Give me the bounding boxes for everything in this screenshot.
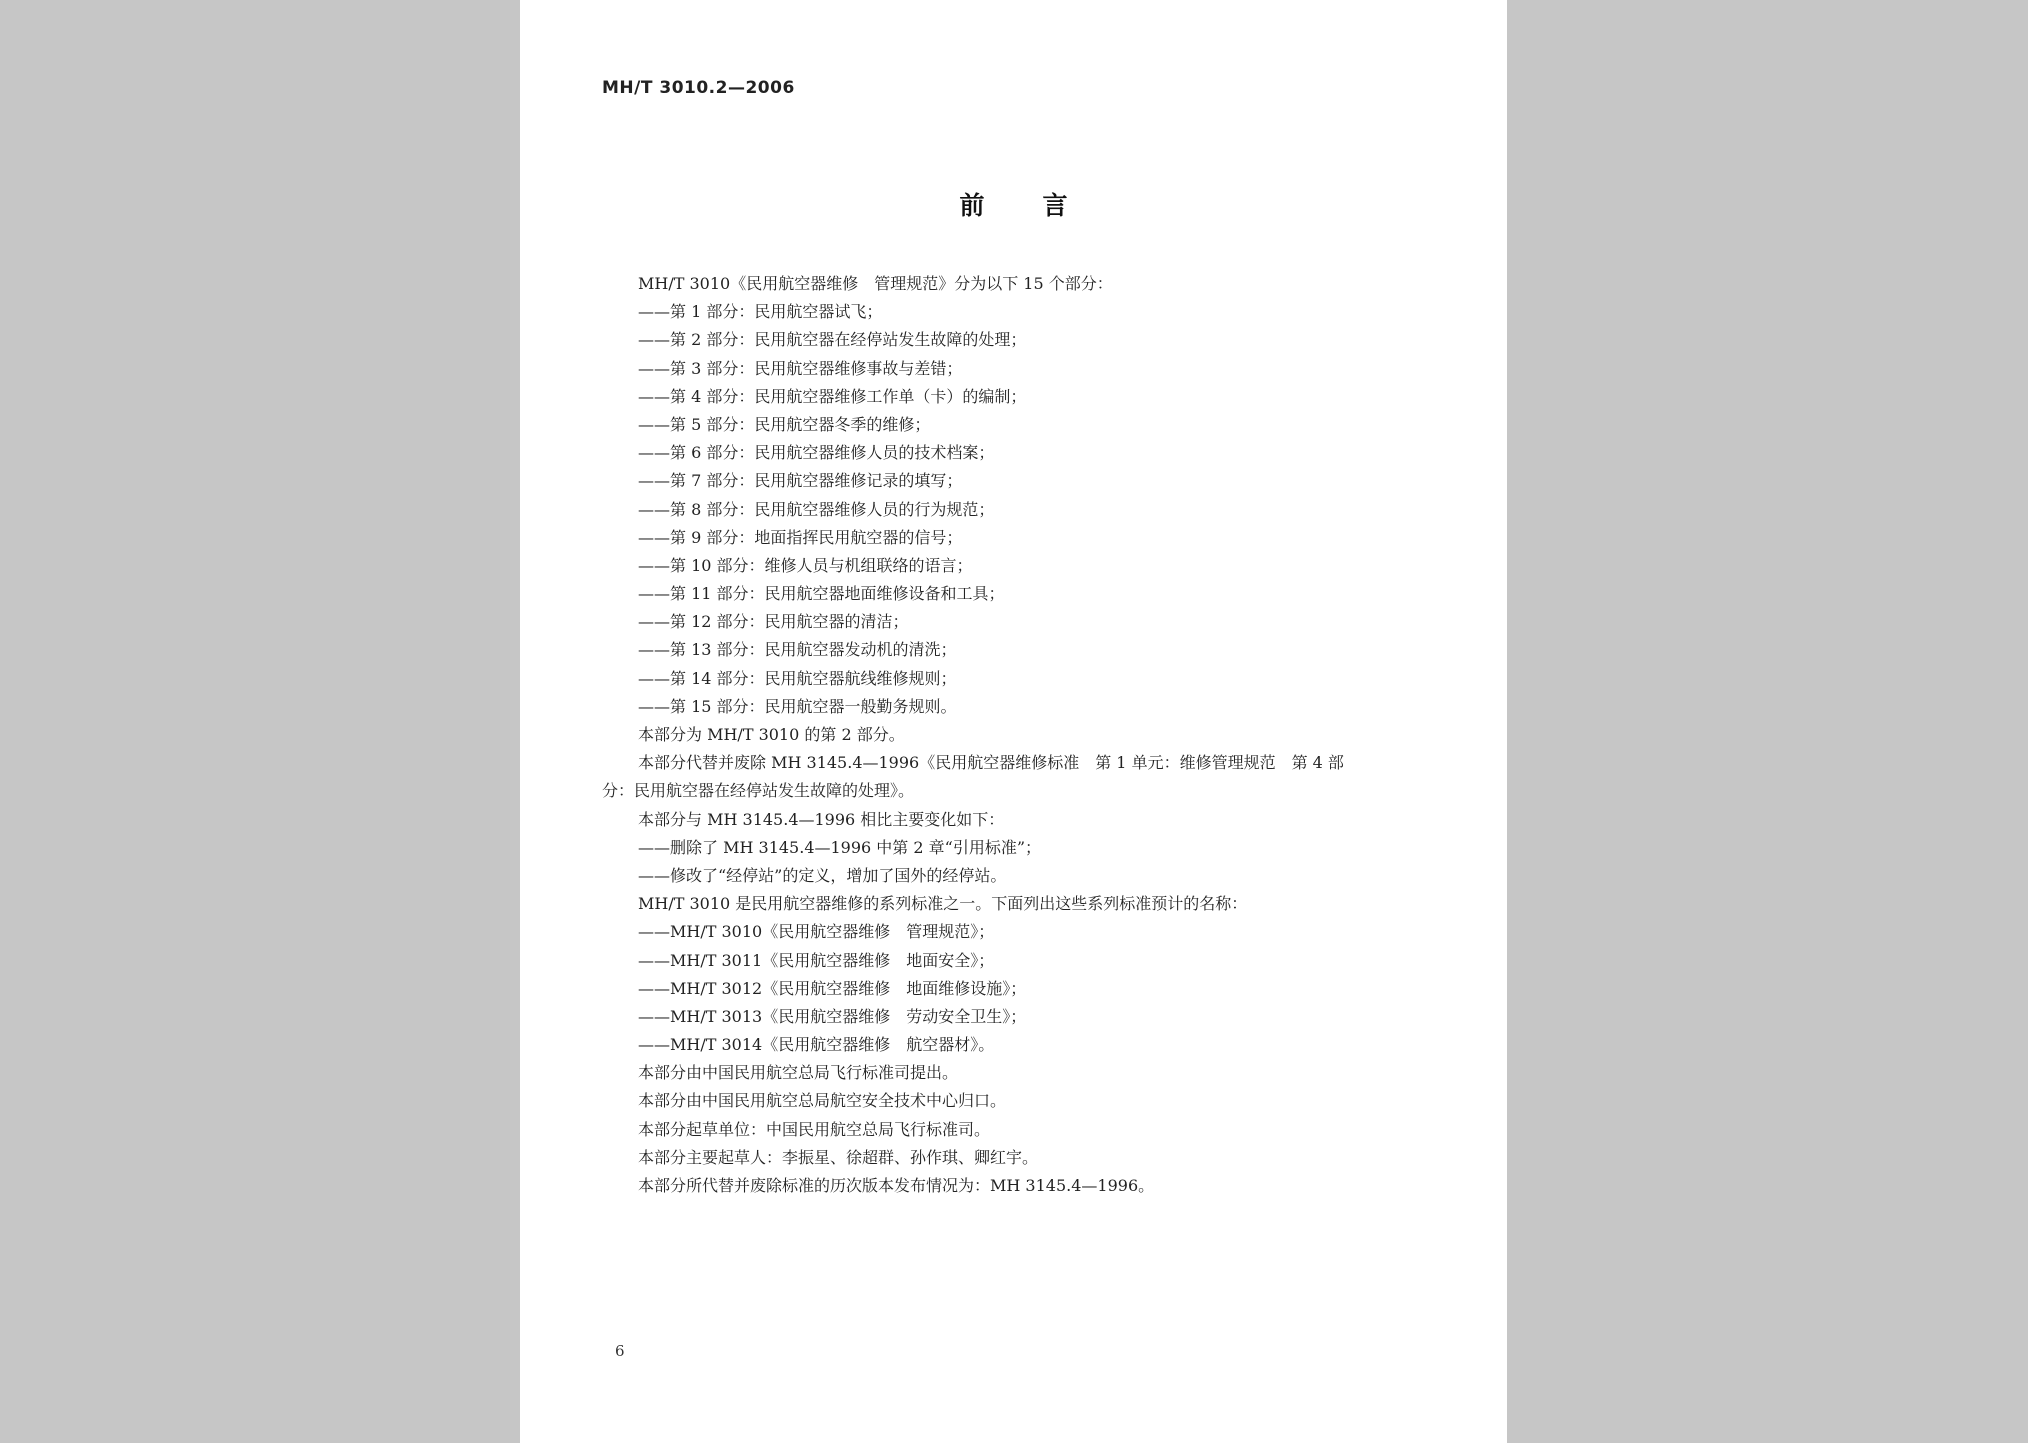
text-line: ——MH/T 3012《民用航空器维修 地面维修设施》； [638, 978, 1027, 998]
text-line: ——第 9 部分：地面指挥民用航空器的信号； [638, 527, 963, 547]
text-line: ——第 12 部分：民用航空器的清洁； [638, 612, 909, 632]
text-line: ——第 14 部分：民用航空器航线维修规则； [638, 668, 957, 688]
text-line: 本部分主要起草人：李振星、徐超群、孙作琪、卿红宇。 [638, 1147, 1039, 1167]
text-line: ——修改了“经停站”的定义，增加了国外的经停站。 [638, 865, 1007, 885]
foreword-body [602, 270, 1452, 1200]
text-line: MH/T 3010《民用航空器维修 管理规范》分为以下 15 个部分： [638, 274, 1113, 293]
page-title: 前言 [959, 191, 1126, 220]
standard-code-header: MH/T 3010.2—2006 [602, 78, 795, 98]
text-line: ——第 4 部分：民用航空器维修工作单（卡）的编制； [638, 386, 1027, 406]
text-line: 本部分与 MH 3145.4—1996 相比主要变化如下： [638, 809, 1005, 829]
text-line: ——MH/T 3013《民用航空器维修 劳动安全卫生》； [638, 1006, 1027, 1026]
text-line: ——第 7 部分：民用航空器维修记录的填写； [638, 471, 963, 491]
text-line: ——第 8 部分：民用航空器维修人员的行为规范； [638, 499, 995, 519]
text-line: 本部分起草单位：中国民用航空总局飞行标准司。 [638, 1119, 991, 1139]
text-line: 本部分由中国民用航空总局航空安全技术中心归口。 [638, 1091, 1007, 1111]
text-line: ——第 3 部分：民用航空器维修事故与差错； [638, 358, 963, 378]
text-line: ——第 11 部分：民用航空器地面维修设备和工具； [638, 584, 1005, 604]
text-line: 本部分为 MH/T 3010 的第 2 部分。 [638, 725, 905, 744]
text-line: ——MH/T 3011《民用航空器维修 地面安全》； [638, 950, 995, 970]
text-line: ——第 2 部分：民用航空器在经停站发生故障的处理； [638, 330, 1027, 350]
document-page [520, 0, 1507, 1443]
text-line: ——第 10 部分：维修人员与机组联络的语言； [638, 555, 973, 575]
text-line: 本部分代替并废除 MH 3145.4—1996《民用航空器维修标准 第 1 单元：维修管理规范 第 4 部 [638, 753, 1344, 773]
text-line: 分：民用航空器在经停站发生故障的处理》。 [602, 781, 915, 801]
text-line: 本部分所代替并废除标准的历次版本发布情况为：MH 3145.4—1996。 [638, 1176, 1155, 1195]
text-line: ——第 5 部分：民用航空器冬季的维修； [638, 414, 931, 434]
text-line: ——第 6 部分：民用航空器维修人员的技术档案； [638, 443, 995, 463]
text-line: 本部分由中国民用航空总局飞行标准司提出。 [638, 1063, 959, 1083]
text-line: ——第 15 部分：民用航空器一般勤务规则。 [638, 696, 957, 716]
text-line: ——MH/T 3014《民用航空器维修 航空器材》。 [638, 1035, 995, 1055]
text-line: MH/T 3010 是民用航空器维修的系列标准之一。下面列出这些系列标准预计的名称： [638, 894, 1248, 914]
text-line: ——MH/T 3010《民用航空器维修 管理规范》； [638, 922, 995, 942]
text-line: ——第 1 部分：民用航空器试飞； [638, 302, 883, 322]
page-number: 6 [615, 1342, 625, 1360]
text-line: ——删除了 MH 3145.4—1996 中第 2 章“引用标准”； [638, 837, 1042, 857]
text-line: ——第 13 部分：民用航空器发动机的清洗； [638, 640, 957, 660]
